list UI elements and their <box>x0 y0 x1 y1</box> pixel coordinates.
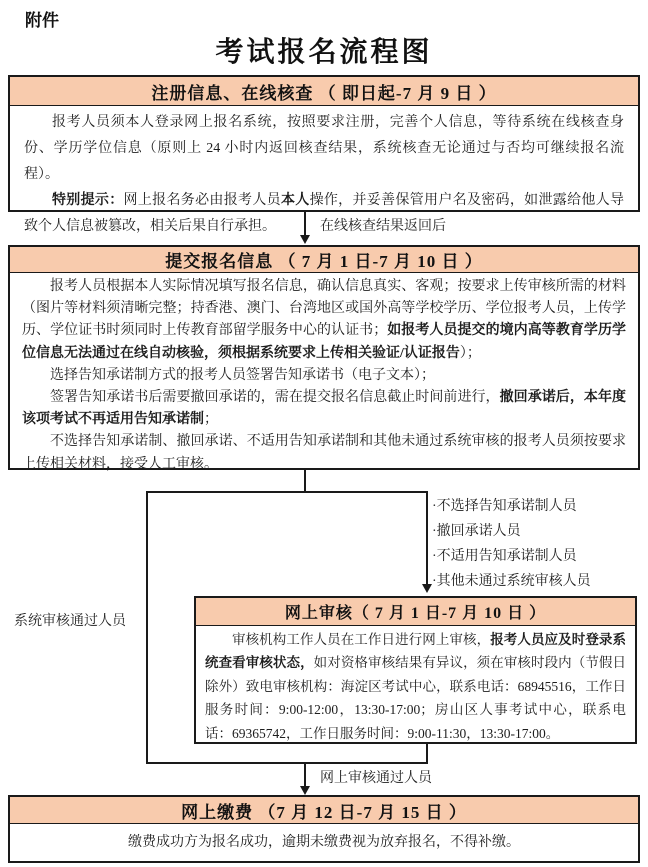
connector-stub-below-submit <box>304 470 306 493</box>
box-submit-info-header: 提交报名信息 （ 7 月 1 日-7 月 10 日 ） <box>10 247 638 273</box>
bullet-item: ·撤回承诺人员 <box>432 524 521 539</box>
paragraph <box>22 276 626 365</box>
connector-merge-horizontal <box>146 762 428 764</box>
bullet-item: ·不选择告知承诺制人员 <box>432 499 577 514</box>
box-register-header: 注册信息、在线核查 （ 即日起-7 月 9 日 ） <box>10 77 638 106</box>
text-run: 如报考人员提交的境内高等教育学历学位信息无法通过在线自动核验，须根据系统要求上传相关验证/认证报告 <box>22 323 627 361</box>
text-run: 撤回承诺后，本年度该项考试不再适用告知承诺制 <box>22 390 627 428</box>
box-online-payment-body <box>10 824 638 854</box>
connector-left-branch-vertical <box>146 491 148 764</box>
connector-right-branch-vertical <box>426 491 428 585</box>
box-submit-info-body <box>10 273 638 476</box>
box-online-review-body <box>196 626 635 745</box>
manual-review-bullet-list <box>432 494 642 594</box>
paragraph <box>22 365 626 387</box>
connector-branch-horizontal <box>146 491 428 493</box>
text-run: 选择告知承诺制方式的报考人员签署告知承诺书（电子文本）； <box>50 367 435 383</box>
text-run: ； <box>204 412 218 428</box>
text-run: 报考人员根据本人实际情况填写报名信息，确认信息真实、客观；按要求上传审核所需的材料（图片等材料须清晰完整；持香港、澳门、台湾地区或国外高等学校学历、学位报考人员，上传学历、学位证书时须同时上传教育部留学服务中心的认证书； <box>22 279 626 339</box>
paragraph <box>22 387 626 431</box>
page-title: 考试报名流程图 <box>215 37 433 68</box>
text-run: 报考人员须本人登录网上报名系统，按照要求注册，完善个人信息，等待系统在线核查身份、学历学位信息（原则上 24 小时内返回核查结果，系统核查无论通过与否均可继续报名流程）。 <box>24 115 624 182</box>
paragraph <box>205 628 626 745</box>
arrow-down-icon <box>300 235 310 244</box>
paragraph <box>24 110 624 188</box>
text-run: 报考人员应及时登录系统查看审核状态， <box>205 632 627 671</box>
bullet-item: ·不适用告知承诺制人员 <box>432 549 577 564</box>
connector-label-system-pass: 系统审核通过人员 <box>14 614 126 629</box>
text-run: 本人 <box>280 193 310 208</box>
text-run: 网上报名务必由报考人员 <box>123 193 281 208</box>
connector-line-register-to-submit <box>304 212 306 236</box>
box-submit-info <box>8 245 640 470</box>
text-run: 如对资格审核结果有异议，须在审核时段内（节假日除外）致电审核机构：海淀区考试中心，联系电话：68945516，工作日服务时间：9:00-12:00，13:30-17:00；房山区人事考试中心，联系电话：69365742，工作日服务时间：9:00-11:30，13:30-17:00。 <box>205 655 627 741</box>
text-run: 特别提示： <box>52 193 124 208</box>
box-online-payment <box>8 795 640 863</box>
text-run: ）； <box>459 345 481 361</box>
arrow-down-icon <box>300 786 310 795</box>
arrow-down-icon <box>422 584 432 593</box>
attachment-label: 附件 <box>25 11 59 30</box>
connector-label-after-register: 在线核查结果返回后 <box>320 219 446 234</box>
box-online-review-header: 网上审核（ 7 月 1 日-7 月 10 日 ） <box>196 598 635 626</box>
text-run: 不选择告知承诺制、撤回承诺、不适用告知承诺制和其他未通过系统审核的报考人员须按要求上传相关材料，接受人工审核。 <box>22 434 626 472</box>
text-run: 缴费成功方为报名成功，逾期未缴费视为放弃报名，不得补缴。 <box>128 835 520 850</box>
paragraph <box>10 832 638 854</box>
connector-label-review-pass: 网上审核通过人员 <box>320 771 432 786</box>
box-online-payment-header: 网上缴费 （7 月 12 日-7 月 15 日 ） <box>10 797 638 824</box>
text-run: 审核机构工作人员在工作日进行网上审核， <box>232 632 491 647</box>
text-run: 签署告知承诺书后需要撤回承诺的，需在提交报名信息截止时间前进行， <box>50 390 500 406</box>
connector-line-to-payment <box>304 762 306 787</box>
text-run: 操作，并妥善保管用户名及密码，如泄露给他人导致个人信息被篡改，相关后果自行承担。 <box>24 193 625 234</box>
paragraph <box>22 431 626 475</box>
bullet-item: ·其他未通过系统审核人员 <box>432 574 591 589</box>
connector-stub-below-review <box>426 744 428 764</box>
box-online-review <box>194 596 637 744</box>
